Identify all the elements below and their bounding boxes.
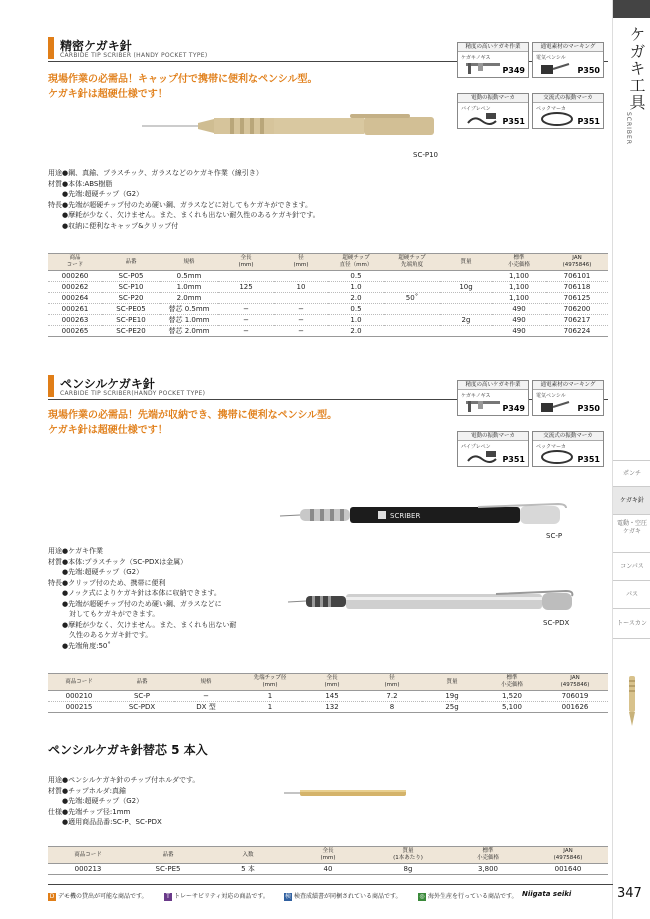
spec-line: ●先端角度:50˚ <box>48 641 111 650</box>
cell-diameter: − <box>274 304 328 315</box>
cell-tip-diameter: 1 <box>238 702 302 713</box>
cell-mass <box>440 271 492 282</box>
section2-spec <box>48 546 236 651</box>
spec-line: ●先端:超硬チップ（G2） <box>48 190 144 198</box>
cell-mass: 19g <box>422 691 482 702</box>
cell-tip-angle <box>384 326 440 337</box>
sidebar-tab-toscan[interactable]: トースカン <box>613 608 650 638</box>
badge-product: ケガキノギス <box>461 55 491 61</box>
cell-tip-diameter: 2.0 <box>328 326 384 337</box>
col-header: JAN (4975846) <box>542 674 608 691</box>
table-row <box>48 282 608 293</box>
badge-product: パイプレペン <box>461 444 491 450</box>
reference-badge[interactable] <box>532 431 604 467</box>
cell-diameter: 7.2 <box>362 691 422 702</box>
col-header: 標準 小売価格 <box>482 674 542 691</box>
badge-page: P349 <box>502 66 525 75</box>
cell-jan: 001626 <box>542 702 608 713</box>
badge-heading: 交流式の振動マーカ <box>533 94 603 103</box>
cell-tip-diameter: 0.5 <box>328 304 384 315</box>
scriber-thumbnail <box>613 672 650 728</box>
footer-rule <box>48 884 613 885</box>
spec-line: 材質●本体:プラスチック（SC-PDXは金属） <box>48 557 188 566</box>
section2-subtitle: CARBIDE TIP SCRIBER(HANDY POCKET TYPE) <box>60 390 206 397</box>
badge-page: P351 <box>502 117 525 126</box>
cell-code: 000215 <box>48 702 110 713</box>
cell-jan: 706217 <box>546 315 608 326</box>
spec-line: 対してもケガキができます。 <box>48 610 160 618</box>
cell-code: 000262 <box>48 282 102 293</box>
col-header: 品番 <box>128 847 208 864</box>
col-header: 径 (mm) <box>274 254 328 271</box>
cell-diameter: − <box>274 315 328 326</box>
cell-code: 000264 <box>48 293 102 304</box>
badge-heading: 交流式の振動マーカ <box>533 432 603 441</box>
cell-diameter: − <box>274 326 328 337</box>
spec-line: 特長●先端が超硬チップ付のため硬い鋼、ガラスなどに対してもケガキができます。 <box>48 200 312 209</box>
cell-price: 5,100 <box>482 702 542 713</box>
cell-spec: 0.5mm <box>160 271 218 282</box>
sidebar-subtitle: SCRIBER <box>625 112 632 146</box>
table-header-row <box>48 674 608 691</box>
col-header: 超硬チップ 先端角度 <box>384 254 440 271</box>
col-header: 品番 <box>102 254 160 271</box>
cell-tip-diameter: 1 <box>238 691 302 702</box>
cell-code: 000260 <box>48 271 102 282</box>
section3-title: ペンシルケガキ針替芯 5 本入 <box>48 743 208 757</box>
caliper-icon <box>464 60 504 76</box>
table-row <box>48 326 608 337</box>
badge-heading: 通電素材のマーキング <box>533 43 603 52</box>
cell-model: SC-PDX <box>110 702 174 713</box>
cell-price: 1,100 <box>492 293 546 304</box>
cell-mass: 2g <box>440 315 492 326</box>
electric-pencil-icon <box>539 398 579 414</box>
spec-line: ●摩耗が少なく、欠けません。また、まくれも出ない耐 <box>48 620 237 629</box>
legend-text: 海外生産を行っている商品です。 <box>428 893 518 900</box>
cell-price: 490 <box>492 315 546 326</box>
cell-spec: 2.0mm <box>160 293 218 304</box>
badge-product: 電気ペンシル <box>536 393 566 399</box>
cell-price: 490 <box>492 326 546 337</box>
badge-product: ケガキノギス <box>461 393 491 399</box>
col-header: 全長 (mm) <box>218 254 274 271</box>
cell-spec: 替芯 1.0mm <box>160 315 218 326</box>
spec-line: 特長●クリップ付のため、携帯に便利 <box>48 578 166 587</box>
spec-line: 仕様●先端チップ径:1mm <box>48 807 131 816</box>
section1-lead-line: ケガキ針は超硬仕様です！ <box>48 89 168 100</box>
cell-model: SC-PE10 <box>102 315 160 326</box>
cell-model: SC-P20 <box>102 293 160 304</box>
col-header: 全長 (mm) <box>288 847 368 864</box>
cell-diameter: 8 <box>362 702 422 713</box>
cell-length: − <box>218 315 274 326</box>
table-row <box>48 691 608 702</box>
section1-subtitle: CARBIDE TIP SCRIBER (HANDY POCKET TYPE) <box>60 52 208 59</box>
sidebar-tab-pass[interactable]: パス <box>613 580 650 608</box>
cell-length <box>218 293 274 304</box>
badge-page: P351 <box>502 455 525 464</box>
badge-heading: 精度の高いケガキ作業 <box>458 381 528 390</box>
cell-length: 125 <box>218 282 274 293</box>
col-header: 規格 <box>174 674 238 691</box>
sc-pdx-image <box>286 586 582 616</box>
legend-item <box>418 891 518 901</box>
col-header: 標準 小売価格 <box>492 254 546 271</box>
section3-spec-table <box>48 846 608 875</box>
brand-logo: Niigata seiki <box>522 890 572 898</box>
category-sidebar <box>612 0 650 919</box>
section1-lead-line: 現場作業の必需品！キャップ付で携帯に便利なペンシル型。 <box>48 74 318 85</box>
cell-tip-angle: 50˚ <box>384 293 440 304</box>
badge-heading: 精度の高いケガキ作業 <box>458 43 528 52</box>
cell-mass <box>440 326 492 337</box>
vibration-pen-icon <box>464 111 504 127</box>
section3-spec <box>48 775 199 828</box>
reference-badge[interactable] <box>457 380 529 416</box>
cell-length: − <box>218 326 274 337</box>
reference-badge[interactable] <box>457 42 529 78</box>
cell-spec: DX 型 <box>174 702 238 713</box>
cell-tip-diameter: 2.0 <box>328 293 384 304</box>
cell-mass: 8g <box>368 864 448 875</box>
spec-line: ●適用商品品番:SC-P、SC-PDX <box>48 818 162 826</box>
section2-lead <box>48 408 337 438</box>
col-header: 径 (mm) <box>362 674 422 691</box>
section1-spec-table <box>48 253 608 337</box>
cell-jan: 706125 <box>546 293 608 304</box>
cell-tip-angle <box>384 304 440 315</box>
section1-heading-mark <box>48 37 54 59</box>
cell-price: 490 <box>492 304 546 315</box>
col-header: 標準 小売価格 <box>448 847 528 864</box>
section2-spec-table <box>48 673 608 713</box>
peck-marker-icon <box>539 111 579 127</box>
sidebar-tab-compass[interactable]: コンパス <box>613 552 650 580</box>
sidebar-tab-scriber[interactable]: ケガキ針 <box>613 486 650 514</box>
cell-model: SC-P <box>110 691 174 702</box>
section1-title: 精密ケガキ針 <box>60 39 132 53</box>
badge-heading: 電動の振動マーカ <box>458 432 528 441</box>
cell-price: 3,800 <box>448 864 528 875</box>
sidebar-tab-punch[interactable]: ポンチ <box>613 460 650 486</box>
badge-product: ペックマーカ <box>536 444 566 450</box>
col-header: 先端チップ径 (mm) <box>238 674 302 691</box>
product-image-label: SC-P10 <box>413 151 438 159</box>
reference-badge[interactable] <box>457 93 529 129</box>
col-header: 規格 <box>160 254 218 271</box>
table-row <box>48 315 608 326</box>
badge-heading: 通電素材のマーキング <box>533 381 603 390</box>
legend-item <box>284 891 402 901</box>
cell-diameter <box>274 293 328 304</box>
cell-jan: 706200 <box>546 304 608 315</box>
traceability-icon: T <box>164 893 172 901</box>
caliper-icon <box>464 398 504 414</box>
vibration-pen-icon <box>464 449 504 465</box>
legend-item <box>48 891 148 901</box>
cell-code: 000265 <box>48 326 102 337</box>
cell-mass: 10g <box>440 282 492 293</box>
col-header: 品番 <box>110 674 174 691</box>
product-image-label: SC-P <box>546 532 563 540</box>
pen-brand-text: SCRIBER <box>390 512 421 520</box>
section2-title: ペンシルケガキ針 <box>60 377 155 391</box>
spec-line: ●摩耗が少なく、欠けません。また、まくれも出ない耐久性のあるケガキ針です。 <box>48 211 320 219</box>
cell-tip-angle <box>384 271 440 282</box>
spec-line: 用途●鋼、真鍮、プラスチック、ガラスなどのケガキ作業（線引き） <box>48 169 263 177</box>
table-row <box>48 271 608 282</box>
table-header-row <box>48 847 608 864</box>
badge-product: バイブレペン <box>461 106 491 112</box>
product-image-label: SC-PDX <box>543 619 570 627</box>
badge-product: ペックマーカ <box>536 106 566 112</box>
col-header: 質量 <box>440 254 492 271</box>
spec-line: ●先端:超硬チップ（G2） <box>48 568 144 576</box>
cell-mass <box>440 293 492 304</box>
col-header: 入数 <box>208 847 288 864</box>
cell-jan: 706118 <box>546 282 608 293</box>
cell-model: SC-P05 <box>102 271 160 282</box>
sidebar-title: ケガキ工具 <box>627 26 646 111</box>
cell-mass: 25g <box>422 702 482 713</box>
col-header: 商品コード <box>48 674 110 691</box>
cell-spec: 替芯 2.0mm <box>160 326 218 337</box>
sidebar-tab-blank <box>613 638 650 668</box>
badge-product: 電気ペンシル <box>536 55 566 61</box>
spec-line: 用途●ケガキ作業 <box>48 547 103 555</box>
cell-jan: 706224 <box>546 326 608 337</box>
cell-diameter <box>274 271 328 282</box>
peck-marker-icon <box>539 449 579 465</box>
spec-line: ●先端が超硬チップ付のため硬い鋼、ガラスなどに <box>48 599 222 608</box>
spec-line: 用途●ペンシルケガキ針のチップ付ホルダです。 <box>48 776 200 784</box>
section2-lead-line: ケガキ針は超硬仕様です！ <box>48 425 168 436</box>
cell-model: SC-PE20 <box>102 326 160 337</box>
cell-model: SC-P10 <box>102 282 160 293</box>
badge-page: P351 <box>577 117 600 126</box>
demo-icon: D <box>49 892 55 900</box>
sidebar-tab-electric-scriber[interactable]: 電動・空圧ケガキ <box>613 514 650 552</box>
table-row <box>48 864 608 875</box>
table-row <box>48 702 608 713</box>
replacement-tip-image <box>282 786 410 800</box>
cell-price: 1,520 <box>482 691 542 702</box>
cell-tip-angle <box>384 282 440 293</box>
reference-badge[interactable] <box>457 431 529 467</box>
cell-length: 40 <box>288 864 368 875</box>
badge-page: P351 <box>577 455 600 464</box>
cell-tip-diameter: 1.0 <box>328 315 384 326</box>
cell-model: SC-PE05 <box>102 304 160 315</box>
electric-pencil-icon <box>539 60 579 76</box>
col-header: 質量 <box>422 674 482 691</box>
cell-tip-angle <box>384 315 440 326</box>
spec-line: 材質●本体:ABS樹脂 <box>48 179 113 188</box>
page-footer <box>0 884 650 919</box>
legend-text: 検査成績書が同梱されている商品です。 <box>294 893 402 900</box>
reference-badge[interactable] <box>532 93 604 129</box>
cell-code: 000261 <box>48 304 102 315</box>
col-header: 商品コード <box>48 847 128 864</box>
spec-line: ●収納に便利なキャップ&クリップ付 <box>48 221 179 230</box>
reference-badge[interactable] <box>532 42 604 78</box>
reference-badge[interactable] <box>532 380 604 416</box>
spec-line: ●先端:超硬チップ（G2） <box>48 797 144 805</box>
cell-length: 132 <box>302 702 362 713</box>
spec-line: 久性のあるケガキ針です。 <box>48 631 153 639</box>
spec-line: 材質●チップホルダ:真鍮 <box>48 786 126 795</box>
section2-lead-line: 現場作業の必需品！先端が収納でき、携帯に便利なペンシル型。 <box>48 410 338 421</box>
cell-price: 1,100 <box>492 282 546 293</box>
table-row <box>48 293 608 304</box>
col-header: 質量 (1本あたり) <box>368 847 448 864</box>
cell-quantity: 5 本 <box>208 864 288 875</box>
sc-p-image <box>278 498 578 530</box>
col-header: JAN (4975846) <box>528 847 608 864</box>
cell-code: 000210 <box>48 691 110 702</box>
section1-spec <box>48 168 320 231</box>
spec-line: ●ノック式によりケガキ針は本体に収納できます。 <box>48 589 221 597</box>
table-header-row <box>48 254 608 271</box>
cell-jan: 706101 <box>546 271 608 282</box>
cell-code: 000263 <box>48 315 102 326</box>
cell-spec: 替芯 0.5mm <box>160 304 218 315</box>
badge-page: P350 <box>577 404 600 413</box>
cell-jan: 001640 <box>528 864 608 875</box>
cell-spec: − <box>174 691 238 702</box>
cell-model: SC-PE5 <box>128 864 208 875</box>
inspection-icon: 検 <box>284 892 291 900</box>
legend-text: トレーサビリティ対応の商品です。 <box>174 893 269 900</box>
cell-code: 000213 <box>48 864 128 875</box>
cell-length <box>218 271 274 282</box>
section1-lead <box>48 72 318 102</box>
col-header: 超硬チップ 直径（mm） <box>328 254 384 271</box>
page-number: 347 <box>617 886 642 901</box>
legend-item <box>164 891 269 901</box>
overseas-icon: ◎ <box>419 892 425 900</box>
cell-mass <box>440 304 492 315</box>
badge-page: P349 <box>502 404 525 413</box>
col-header: 全長 (mm) <box>302 674 362 691</box>
col-header: JAN (4975846) <box>546 254 608 271</box>
cell-jan: 706019 <box>542 691 608 702</box>
cell-tip-diameter: 1.0 <box>328 282 384 293</box>
cell-tip-diameter: 0.5 <box>328 271 384 282</box>
cell-length: − <box>218 304 274 315</box>
section2-heading-mark <box>48 375 54 397</box>
cell-price: 1,100 <box>492 271 546 282</box>
badge-heading: 電動の振動マーカ <box>458 94 528 103</box>
precision-scriber-image <box>140 112 450 148</box>
col-header: 商品 コード <box>48 254 102 271</box>
cell-diameter: 10 <box>274 282 328 293</box>
legend-text: デモ機の貸出が可能な商品です。 <box>58 893 148 900</box>
badge-page: P350 <box>577 66 600 75</box>
sidebar-top-bar <box>613 0 650 18</box>
cell-spec: 1.0mm <box>160 282 218 293</box>
cell-length: 145 <box>302 691 362 702</box>
table-row <box>48 304 608 315</box>
